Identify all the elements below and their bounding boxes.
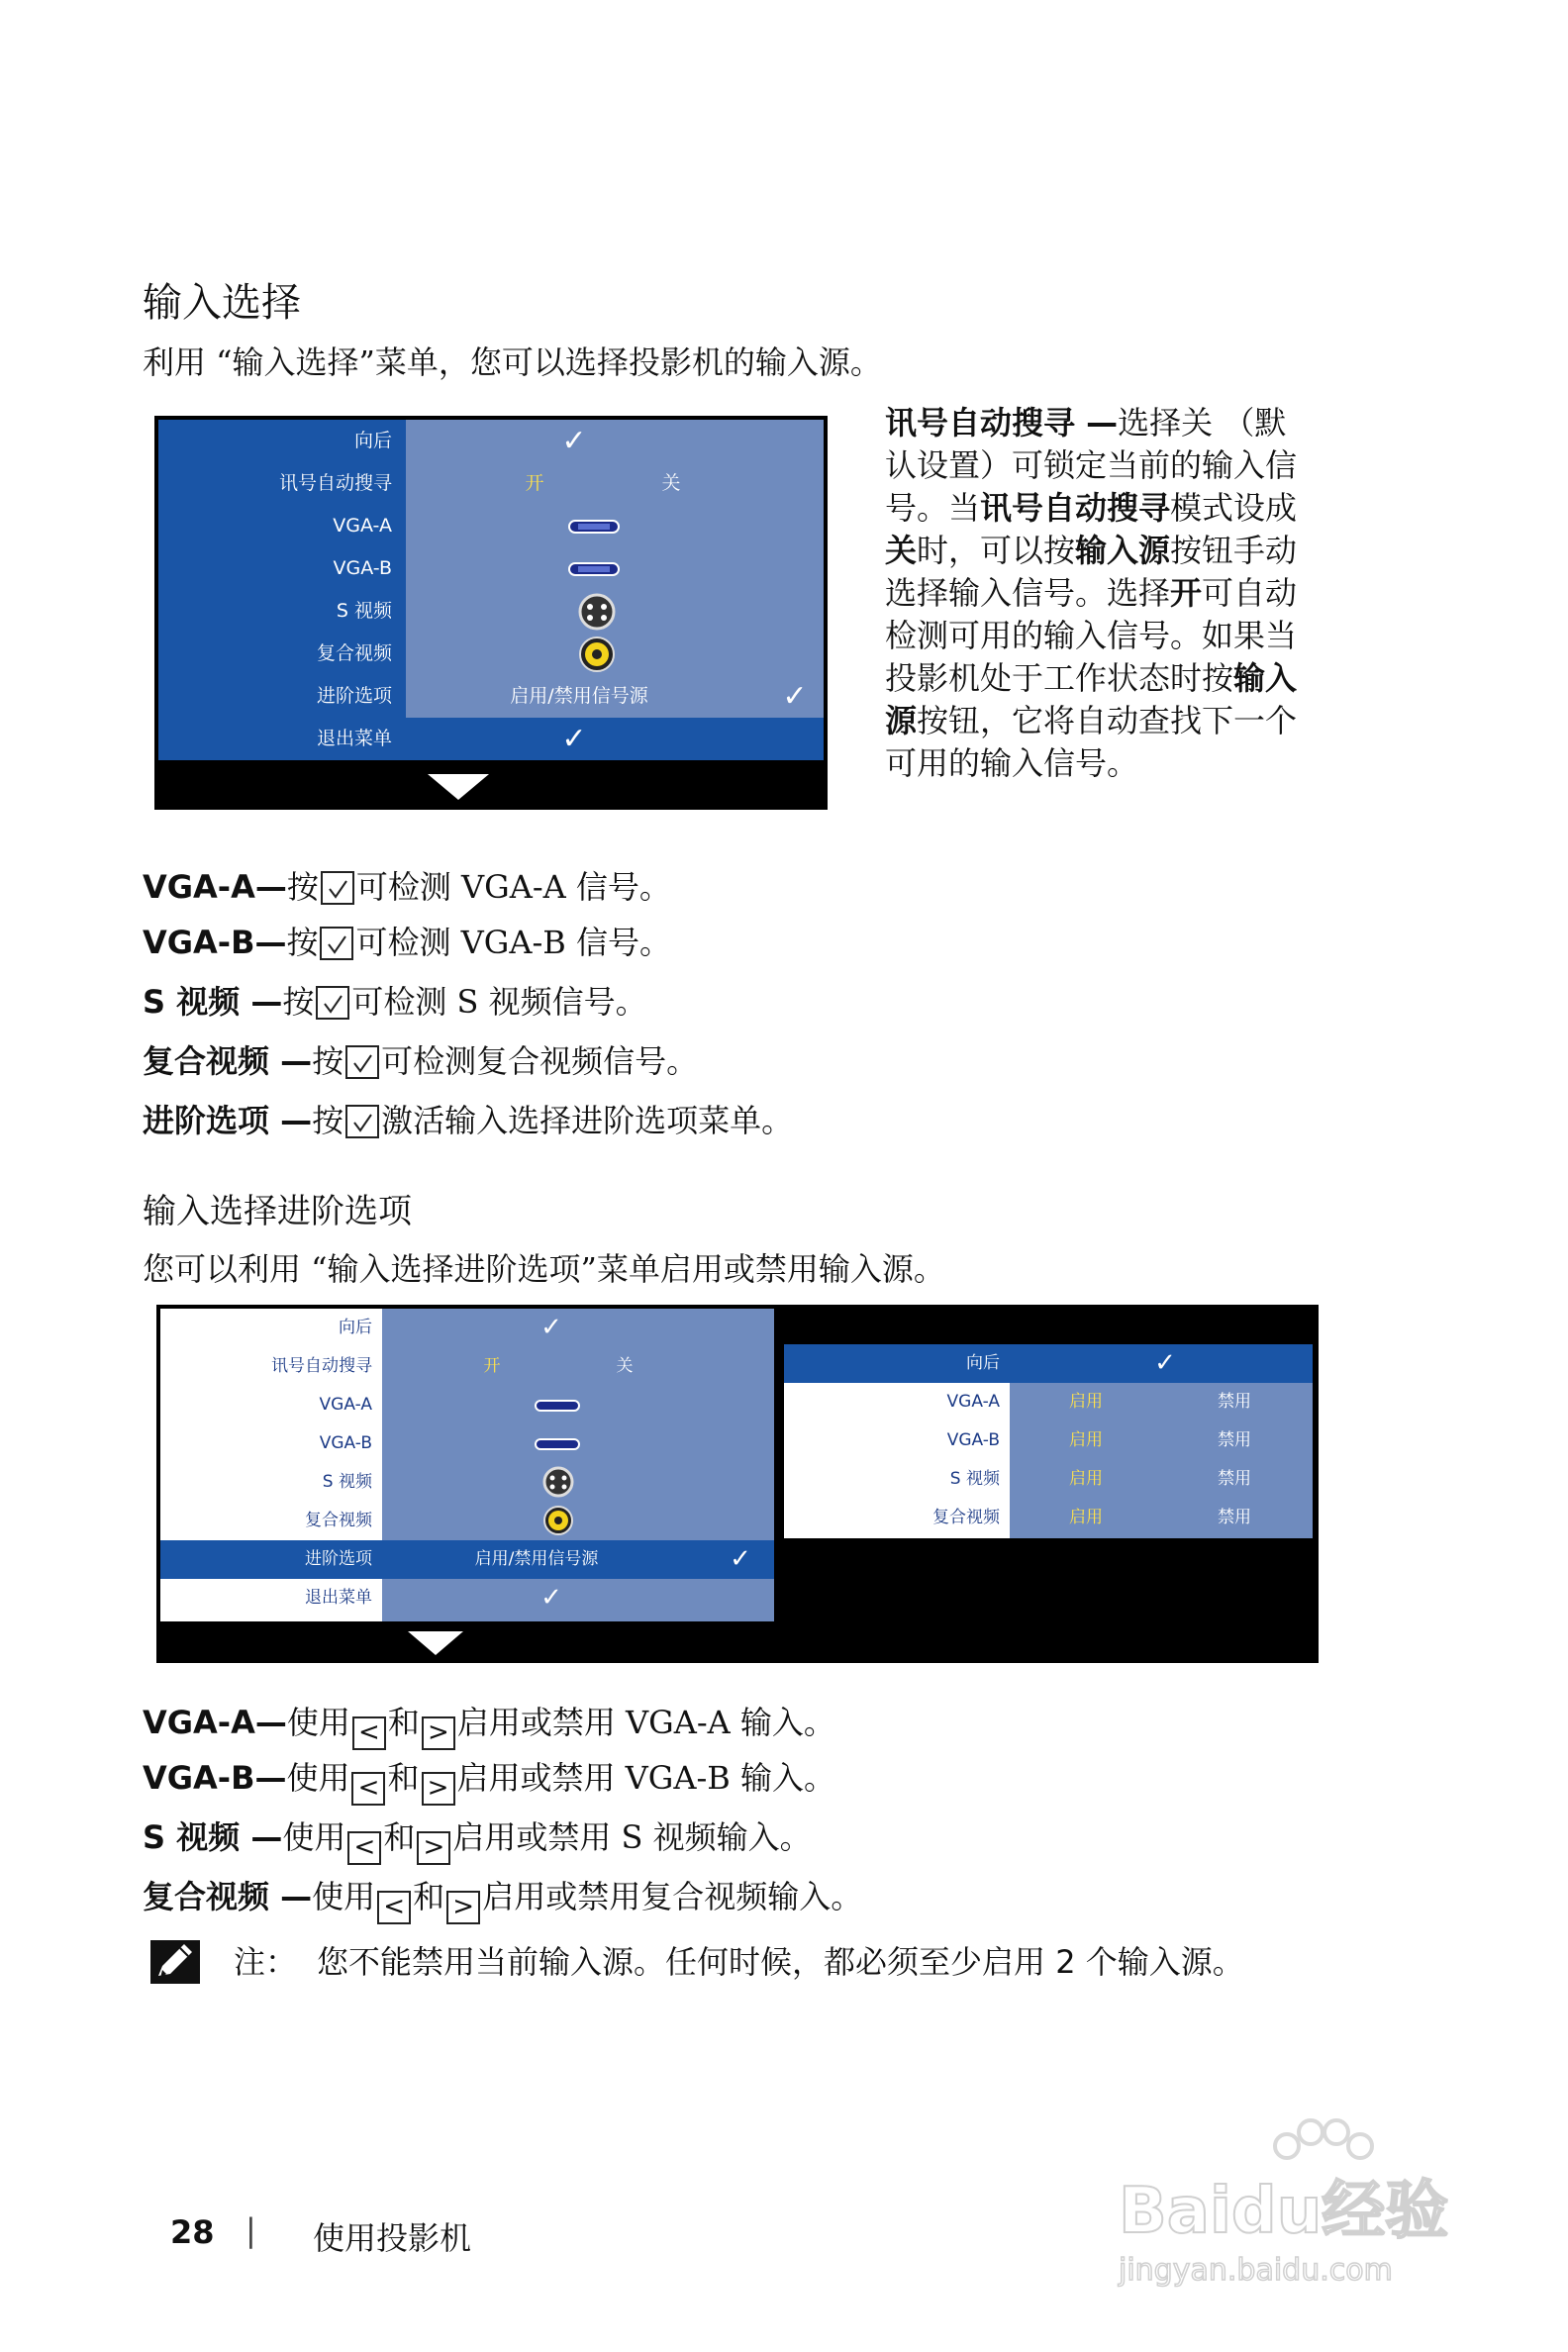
left-arrow-key-icon: < — [352, 1716, 386, 1750]
menu-row-exit[interactable] — [158, 718, 824, 760]
option-enable[interactable]: 启用 — [1069, 1469, 1103, 1489]
menu-row-vga-b[interactable] — [158, 547, 824, 590]
menu-row-label: 进阶选项 — [305, 1549, 372, 1569]
menu-row-back[interactable] — [160, 1309, 774, 1347]
menu-row-label: VGA-B — [946, 1430, 1000, 1450]
option-disable[interactable]: 禁用 — [1218, 1430, 1251, 1450]
scroll-down-arrow-icon[interactable] — [428, 774, 489, 800]
check-icon: ✓ — [1154, 1348, 1176, 1378]
section-title: 输入选择 — [143, 280, 301, 326]
option-enable[interactable]: 启用 — [1069, 1430, 1103, 1450]
list-item: 进阶选项 —按 激活输入选择进阶选项菜单。 — [143, 1102, 794, 1139]
check-icon: ✓ — [561, 424, 587, 458]
section-intro: 利用 “输入选择”菜单，您可以选择投影机的输入源。 — [143, 343, 882, 381]
menu-row-svideo[interactable] — [158, 590, 824, 633]
option-disable[interactable]: 禁用 — [1218, 1392, 1251, 1412]
menu-row-label: VGA-B — [333, 557, 392, 579]
option-off[interactable]: 关 — [661, 472, 681, 494]
menu-row-label: S 视频 — [322, 1472, 372, 1492]
checkmark-key-icon — [320, 927, 353, 960]
option-off[interactable]: 关 — [616, 1356, 634, 1376]
note-pencil-icon — [150, 1940, 200, 1984]
vga-connector-icon — [535, 1399, 580, 1413]
option-on[interactable]: 开 — [525, 472, 544, 494]
vga-connector-icon — [535, 1437, 580, 1451]
rca-connector-icon — [578, 636, 616, 673]
right-arrow-key-icon: > — [422, 1772, 455, 1806]
menu-row-label: 进阶选项 — [316, 685, 392, 707]
advanced-value: 启用/禁用信号源 — [474, 1549, 599, 1569]
vga-connector-icon — [568, 519, 620, 535]
section-title: 输入选择进阶选项 — [143, 1192, 412, 1231]
check-icon: ✓ — [540, 1313, 562, 1342]
left-arrow-key-icon: < — [347, 1831, 381, 1865]
menu-row-exit[interactable] — [160, 1579, 774, 1617]
footer-separator: | — [245, 2211, 256, 2249]
watermark-brand: Baidu经验 — [1119, 2175, 1449, 2248]
option-disable[interactable]: 禁用 — [1218, 1469, 1251, 1489]
baidu-watermark — [1119, 2118, 1495, 2297]
submenu-row-composite[interactable] — [784, 1499, 1313, 1537]
menu-row-composite[interactable] — [158, 633, 824, 675]
menu-row-label: 复合视频 — [305, 1511, 372, 1530]
menu-row-label: VGA-A — [319, 1395, 372, 1415]
check-icon: ✓ — [782, 679, 808, 714]
submenu-row-svideo[interactable] — [784, 1460, 1313, 1499]
check-icon: ✓ — [540, 1583, 562, 1613]
menu-row-label: S 视频 — [336, 600, 392, 622]
menu-row-label: VGA-B — [319, 1433, 372, 1453]
checkmark-key-icon — [345, 1045, 379, 1079]
menu-panel-right — [784, 1344, 1313, 1538]
vga-connector-icon — [568, 561, 620, 577]
menu-row-label: VGA-A — [333, 515, 392, 537]
list-item: VGA-B—使用 < 和 > 启用或禁用 VGA-B 输入。 — [143, 1758, 835, 1806]
scroll-down-arrow-icon[interactable] — [408, 1631, 463, 1655]
note-text: 注： 您不能禁用当前输入源。任何时候，都必须至少启用 2 个输入源。 — [234, 1943, 1244, 1981]
osd-menu-input-select — [154, 416, 828, 810]
menu-row-vga-a[interactable] — [160, 1386, 774, 1424]
footer-section: 使用投影机 — [313, 2219, 472, 2257]
menu-row-label: 复合视频 — [932, 1508, 1000, 1527]
menu-row-composite[interactable] — [160, 1502, 774, 1540]
advanced-value: 启用/禁用信号源 — [510, 685, 648, 707]
check-icon: ✓ — [730, 1544, 751, 1574]
option-enable[interactable]: 启用 — [1069, 1508, 1103, 1527]
svideo-connector-icon — [578, 593, 616, 631]
menu-row-label: 讯号自动搜寻 — [271, 1356, 372, 1376]
right-arrow-key-icon: > — [422, 1716, 455, 1750]
menu-panel — [158, 420, 824, 760]
left-arrow-key-icon: < — [351, 1772, 385, 1806]
list-item: VGA-A—使用 < 和 > 启用或禁用 VGA-A 输入。 — [143, 1703, 835, 1750]
list-item: VGA-A—按 可检测 VGA-A 信号。 — [143, 868, 671, 906]
menu-row-label: 退出菜单 — [305, 1588, 372, 1608]
option-enable[interactable]: 启用 — [1069, 1392, 1103, 1412]
page-number: 28 — [170, 2213, 215, 2251]
menu-row-auto-source[interactable] — [160, 1347, 774, 1386]
menu-row-label: 向后 — [353, 430, 392, 451]
section-intro: 您可以利用 “输入选择进阶选项”菜单启用或禁用输入源。 — [143, 1250, 945, 1288]
menu-row-svideo[interactable] — [160, 1463, 774, 1502]
menu-row-advanced[interactable] — [160, 1540, 774, 1579]
menu-panel-left — [160, 1309, 774, 1621]
submenu-row-vga-b[interactable] — [784, 1421, 1313, 1460]
checkmark-key-icon — [316, 986, 349, 1020]
menu-row-label: 讯号自动搜寻 — [278, 472, 392, 494]
menu-row-advanced[interactable] — [158, 675, 824, 718]
menu-row-back[interactable] — [158, 420, 824, 462]
menu-row-label: 向后 — [966, 1353, 1000, 1373]
menu-row-vga-b[interactable] — [160, 1424, 774, 1463]
menu-row-vga-a[interactable] — [158, 505, 824, 547]
left-arrow-key-icon: < — [377, 1891, 411, 1924]
submenu-row-back[interactable] — [784, 1344, 1313, 1383]
menu-row-label: 复合视频 — [316, 642, 392, 664]
list-item: 复合视频 —按 可检测复合视频信号。 — [143, 1042, 699, 1080]
submenu-row-vga-a[interactable] — [784, 1383, 1313, 1421]
right-arrow-key-icon: > — [417, 1831, 450, 1865]
option-on[interactable]: 开 — [483, 1356, 501, 1376]
list-item: S 视频 —使用 < 和 > 启用或禁用 S 视频输入。 — [143, 1817, 812, 1865]
rca-connector-icon — [542, 1505, 574, 1536]
right-arrow-key-icon: > — [446, 1891, 480, 1924]
list-item: VGA-B—按 可检测 VGA-B 信号。 — [143, 924, 671, 961]
checkmark-key-icon — [321, 871, 354, 905]
watermark-url: jingyan.baidu.com — [1119, 2253, 1393, 2288]
list-item: 复合视频 —使用 < 和 > 启用或禁用复合视频输入。 — [143, 1877, 862, 1924]
checkmark-key-icon — [345, 1105, 379, 1138]
check-icon: ✓ — [561, 722, 587, 756]
auto-source-description: 讯号自动搜寻 —选择关 （默 认设置）可锁定当前的输入信 号。当讯号自动搜寻模式设成 关时，可以按输入源按钮手动 选择输入信号。选择开可自动 检测可用的输入信号。如果当 投影机处于工作状态时按输入 源按钮，它将自动查找下一个 可用的输入信号。 — [885, 404, 1298, 782]
menu-row-auto-source[interactable] — [158, 462, 824, 505]
osd-menu-advanced — [156, 1305, 1319, 1663]
menu-row-label: VGA-A — [946, 1392, 1000, 1412]
list-item: S 视频 —按 可检测 S 视频信号。 — [143, 983, 647, 1021]
menu-row-label: 向后 — [339, 1318, 372, 1337]
menu-row-label: S 视频 — [949, 1469, 1000, 1489]
menu-row-label: 退出菜单 — [316, 728, 392, 749]
option-disable[interactable]: 禁用 — [1218, 1508, 1251, 1527]
svideo-connector-icon — [542, 1466, 574, 1498]
